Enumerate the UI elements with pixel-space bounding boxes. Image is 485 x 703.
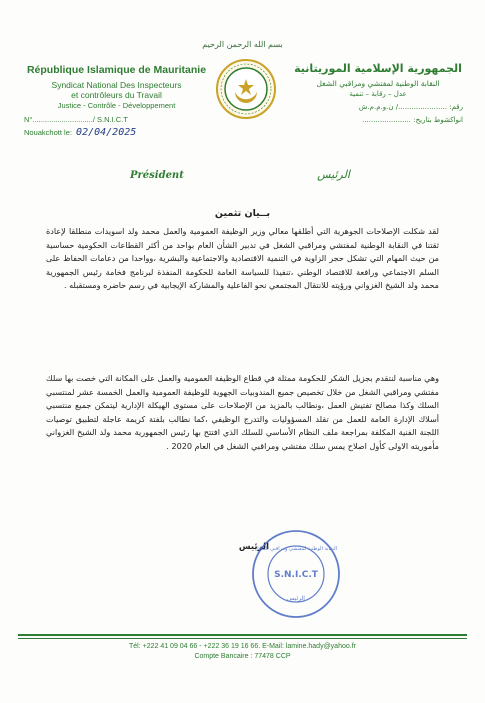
date-label: Nouakchott le: — [24, 128, 72, 137]
stamp-text-top: النقابة الوطنية لمفتشي ومراقبي الشغل — [254, 546, 338, 552]
footer-divider-thin — [18, 638, 467, 639]
date-value: 02/04/2025 — [76, 127, 137, 138]
country-name-ar: الجمهورية الإسلامية الموريتانية — [294, 62, 462, 75]
date-line-fr — [24, 127, 209, 138]
document-title: بــيان تثمين — [214, 208, 271, 219]
union-logo — [215, 58, 277, 120]
stamp-center-text: S.N.I.C.T — [274, 570, 318, 580]
motto-fr: Justice - Contrôle - Développement — [57, 101, 176, 110]
signature-label: الرئيس — [238, 542, 269, 552]
footer — [0, 643, 485, 660]
footer-contact: Tél: +222 41 09 04 66 - +222 36 19 16 66. E-Mail: lamine.hady@yahoo.fr — [129, 643, 356, 650]
header-french — [24, 64, 209, 138]
union-stamp — [250, 528, 342, 620]
union-name-ar: النقابة الوطنية لمفتشي ومراقبي الشغل — [316, 79, 440, 88]
union-name-fr-2: et contrôleurs du Travail — [71, 90, 162, 100]
reference-label: N° — [24, 115, 33, 124]
union-name-fr-1: Syndicat National Des Inspecteurs — [51, 80, 182, 90]
reference-line-ar: رقم: ....................../ ن.و.م.م.ش — [358, 103, 463, 111]
basmala: بسم الله الرحمن الرحيم — [202, 40, 283, 49]
footer-divider — [18, 634, 467, 636]
president-title-ar: الرئيس — [317, 168, 350, 181]
president-title-fr: Président — [130, 170, 184, 181]
date-line-ar: انواكشوط بتاريخ: ...................... — [362, 116, 463, 124]
footer-bank-account: Compte Bancaire : 77478 CCP — [194, 653, 291, 660]
reference-line-fr: N°............................./ S.N.I.C.T — [24, 115, 128, 124]
header-arabic — [293, 62, 463, 124]
stamp-text-bottom: الرئيس — [287, 595, 305, 602]
reference-suffix: / S.N.I.C.T — [92, 115, 128, 124]
paragraph-1: لقد شكلت الإصلاحات الجوهرية التي أطلقها معالي وزير الوظيفة العمومية والعمل محمد ولد اسويدات منطلقا لإعادة ثقتنا في النقابة الوطنية لمفتشي ومراقبي الشغل في تدبير الشأن العام بواحد من أكثر القطاعات الحكومية حساسية من حيث المهام التي تشكل حجر الزاوية في التنمية الاقتصادية والاجتماعية والبشرية ،وواحدا من دعامات الحفاظ على السلم الاجتماعي ورافعة للاقتصاد الوطني ،تنفيذا للسياسة العامة للحكومة المنفذة لبرنامج فخامة رئيس الجمهورية محمد ولد الشيخ الغزواني ورؤيته للانتقال المجتمعي نحو الفاعلية والمشاركة الإيجابية في رسم حاضره ومستقبله . — [46, 226, 439, 291]
country-name-fr: République Islamique de Mauritanie — [26, 64, 207, 76]
motto-ar: عدل – رقابة – تنمية — [349, 90, 407, 98]
paragraph-2: وهي مناسبة لنتقدم بجزيل الشكر للحكومة ممثلة في قطاع الوظيفة العمومية والعمل على المكانة التي خصت بها سلك مفتشي ومراقبي الشغل من خلال تخصيص جميع المندوبيات الجهوية للوظيفة العمومية والعمل الخمسة عشر لمنتسبي السلك وكذا مصالح تفتيش العمل ،ونطالب بالمزيد من الإصلاحات على مستوى الهيكلة الإدارية ليتمكن جميع منتسبي أسلاك الإدارة العامة للعمل من تقلد المسؤوليات والتدرج الوظيفي ،كما نطالب بلفتة كريمة عاجلة لتطبيق توصيات اللجنة الفنية المكلفة بمراجعة ملف النظام الأساسي للسلك الذي افتتح بها رئيس الجمهورية محمد ولد الشيخ الغزواني مأموريته الاولى كأول اصلاح يمس سلك مفتشي ومراقبي الشغل في العام 2020 . — [46, 373, 439, 451]
